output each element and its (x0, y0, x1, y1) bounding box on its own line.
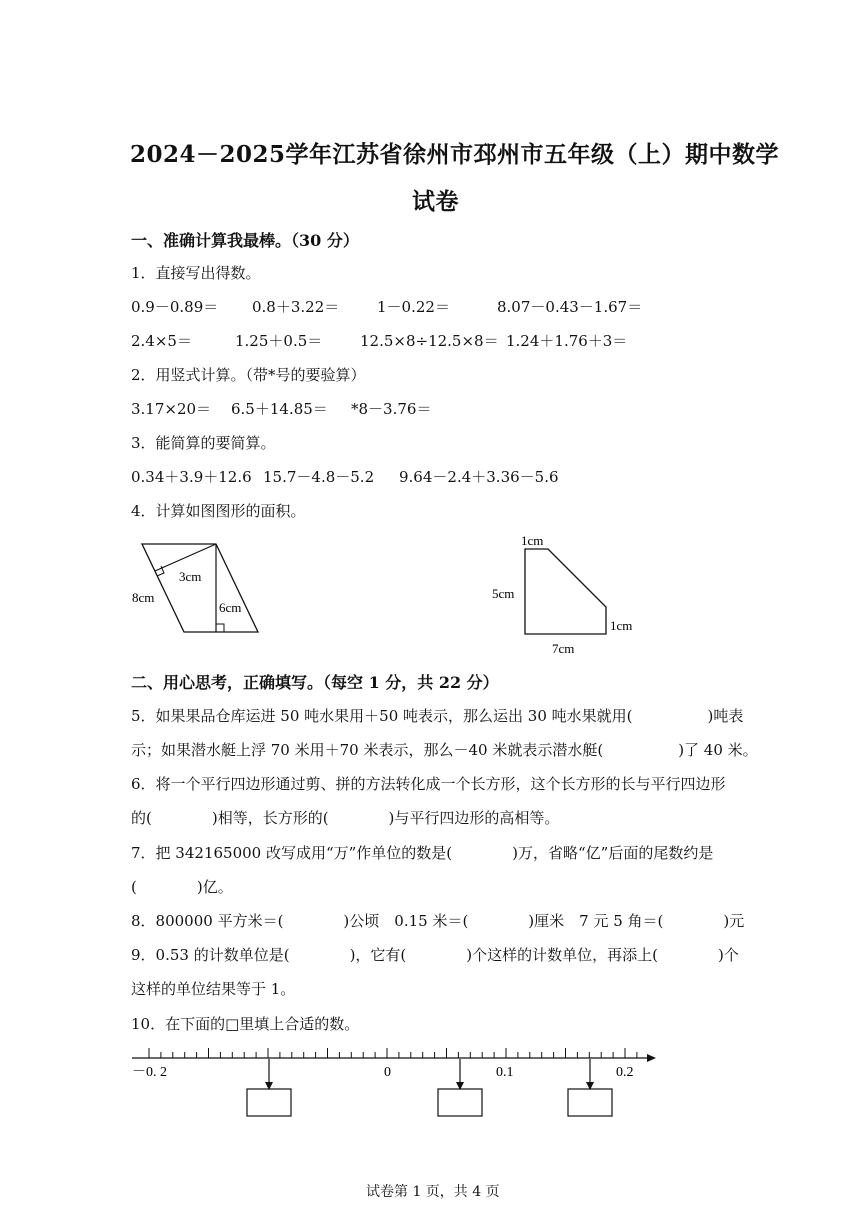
label-6cm: 6cm (219, 600, 242, 615)
question-6-line2: 的( )相等，长方形的( )与平行四边形的高相等。 (131, 809, 560, 827)
tick-label: －0. 2 (132, 1065, 167, 1080)
expression-item: 6.5＋14.85＝ (231, 400, 328, 418)
question-7-line1: 7．把 342165000 改写成用“万”作单位的数是( )万，省略“亿”后面的尾数约是 (131, 844, 714, 862)
answer-box (247, 1089, 291, 1116)
question-5-line2: 示；如果潜水艇上浮 70 米用＋70 米表示，那么－40 米就表示潜水艇( )了 40 米。 (131, 741, 758, 759)
expression-item: 12.5×8÷12.5×8＝ (360, 332, 499, 350)
label-3cm: 3cm (179, 569, 202, 584)
label-8cm: 8cm (132, 590, 155, 605)
expression-item: 1.25＋0.5＝ (235, 332, 323, 350)
expression-item: 0.8＋3.22＝ (252, 298, 340, 316)
section-heading-1: 一、准确计算我最棒。（30 分） (131, 231, 359, 250)
question-6-line1: 6．将一个平行四边形通过剪、拼的方法转化成一个长方形，这个长方形的长与平行四边形 (131, 775, 726, 793)
expression-item: 15.7－4.8－5.2 (263, 468, 375, 486)
question-3-stem: 3．能简算的要简算。 (131, 434, 276, 452)
tick-label: 0.1 (496, 1065, 514, 1080)
page-title-line2: 试卷 (412, 188, 459, 215)
question-9-line1: 9．0.53 的计数单位是( )，它有( )个这样的计数单位，再添上( )个 (131, 946, 739, 964)
question-8-line1: 8．800000 平方米＝( )公顷 0.15 米＝( )厘米 7 元 5 角＝( )元 (131, 912, 745, 930)
label-right-1cm: 1cm (610, 618, 633, 633)
tick-label: 0.2 (616, 1065, 634, 1080)
arrow-right-icon (647, 1054, 656, 1062)
trapezoid-figure (488, 530, 648, 658)
question-5-line1: 5．如果果品仓库运进 50 吨水果用＋50 吨表示，那么运出 30 吨水果就用( )吨表 (131, 707, 744, 725)
page-title: 2024－2025学年江苏省徐州市邳州市五年级（上）期中数学 (130, 141, 780, 168)
expression-item: 1.24＋1.76＋3＝ (506, 332, 628, 350)
question-2-stem: 2．用竖式计算。（带*号的要验算） (131, 366, 366, 384)
expression-item: *8－3.76＝ (351, 400, 432, 418)
label-top-1cm: 1cm (521, 533, 544, 548)
parallelogram-figure (128, 536, 268, 640)
answer-box (568, 1089, 612, 1116)
section-heading-2: 二、用心思考，正确填写。（每空 1 分，共 22 分） (131, 673, 499, 692)
expression-item: 3.17×20＝ (131, 400, 212, 418)
question-7-line2: ( )亿。 (131, 878, 233, 896)
question-4-stem: 4．计算如图图形的面积。 (131, 502, 306, 520)
expression-item: 2.4×5＝ (131, 332, 192, 350)
expression-item: 0.34＋3.9＋12.6 (131, 468, 252, 486)
answer-box (438, 1089, 482, 1116)
question-1-stem: 1．直接写出得数。 (131, 264, 261, 282)
label-7cm: 7cm (552, 641, 575, 656)
number-line (126, 1042, 666, 1122)
expression-item: 9.64－2.4＋3.36－5.6 (399, 468, 559, 486)
question-9-line2: 这样的单位结果等于 1。 (131, 980, 296, 998)
page-footer: 试卷第 1 页，共 4 页 (366, 1184, 500, 1200)
expression-item: 8.07－0.43－1.67＝ (497, 298, 643, 316)
question-10-stem: 10．在下面的□里填上合适的数。 (131, 1015, 360, 1033)
number-line-ticks (149, 1048, 637, 1058)
tick-label: 0 (384, 1065, 391, 1080)
expression-item: 1－0.22＝ (377, 298, 450, 316)
expression-item: 0.9－0.89＝ (131, 298, 219, 316)
label-5cm: 5cm (492, 586, 515, 601)
